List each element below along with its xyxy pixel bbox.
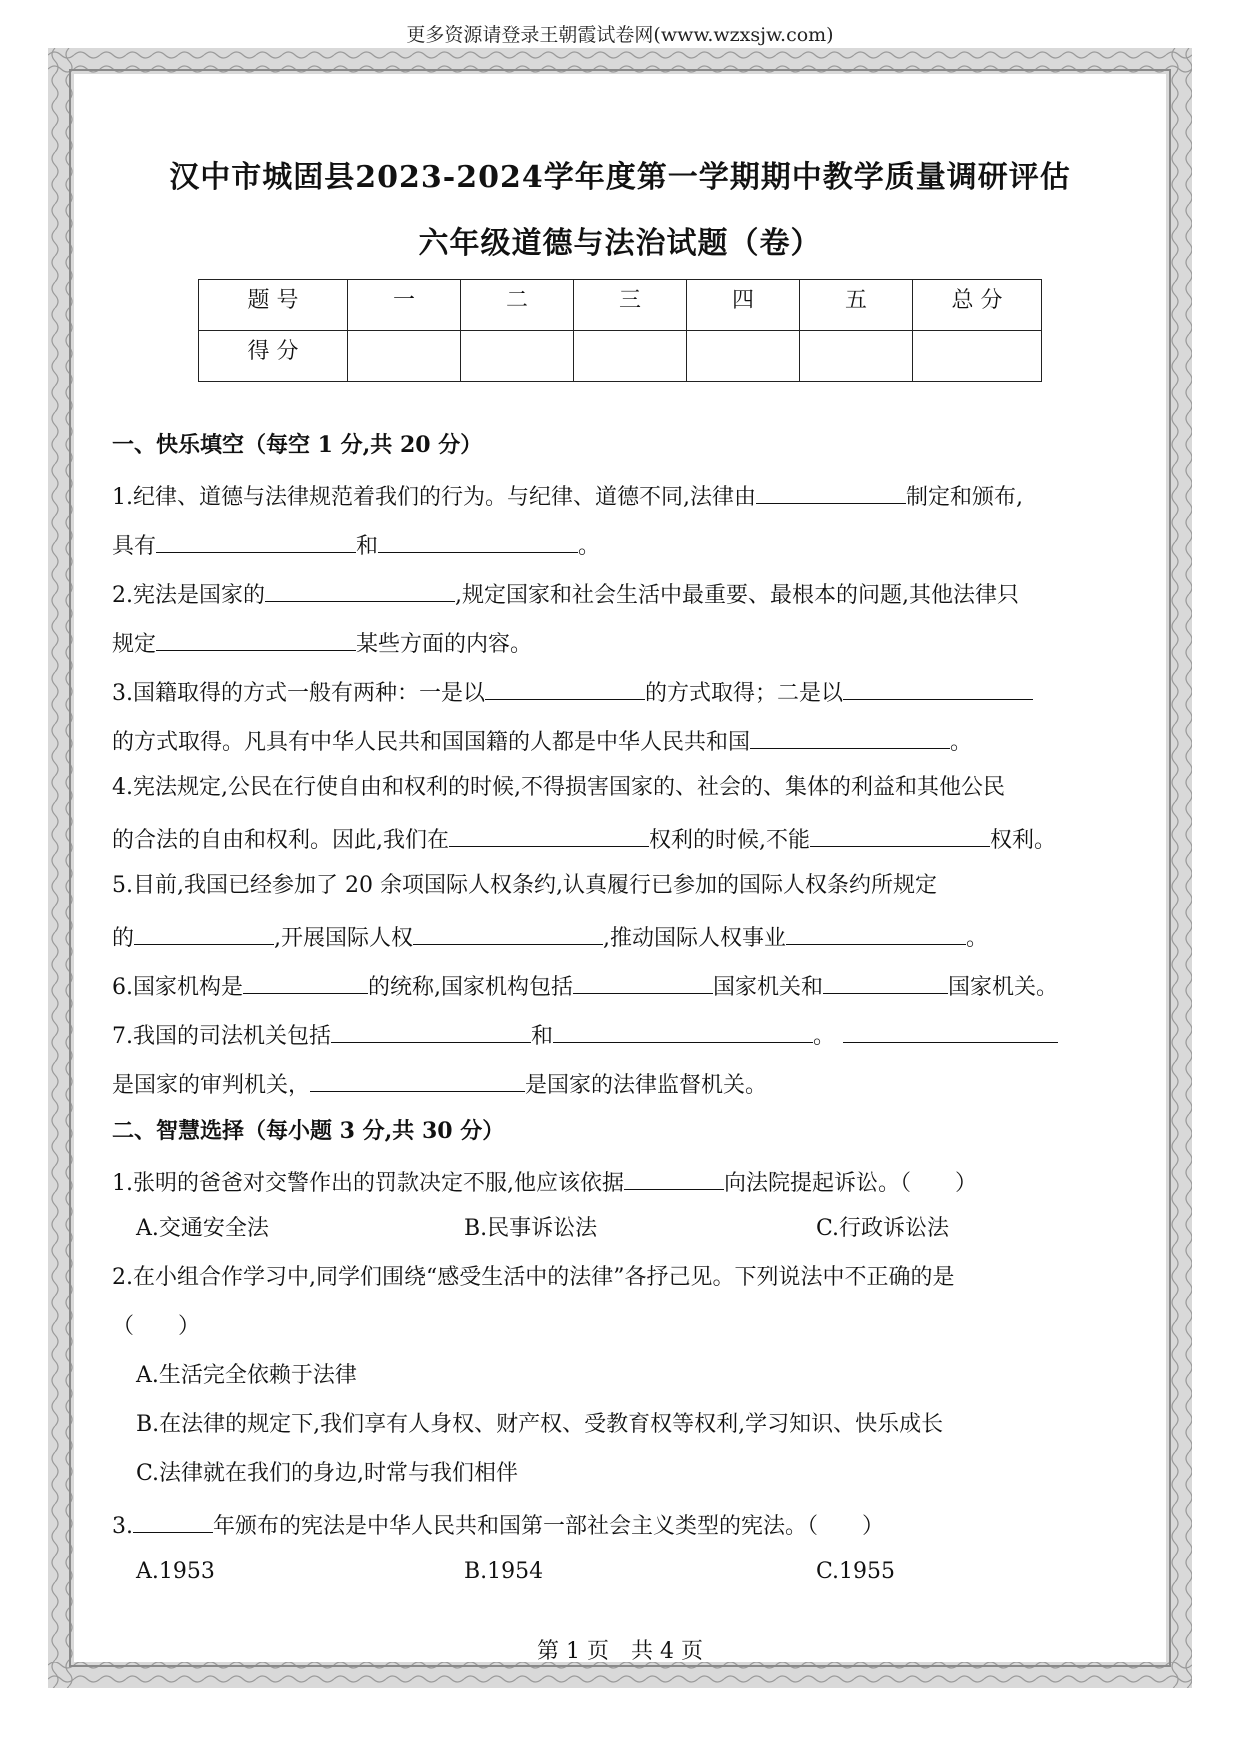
question-text: 6.国家机构是 (112, 975, 243, 1000)
question-text: 3. (112, 1514, 133, 1539)
question-text: 的合法的自由和权利。因此,我们在 (112, 828, 449, 853)
question-line (112, 820, 1132, 869)
answer-blank[interactable] (786, 918, 966, 945)
question-line (112, 526, 1132, 575)
question-text: 向法院提起诉讼。（ ） (724, 1171, 978, 1196)
question-text: 国家机关和 (713, 975, 824, 1000)
question-line (112, 771, 1132, 820)
exam-title: 汉中市城固县2023-2024学年度第一学期期中教学质量调研评估 (169, 160, 1071, 195)
answer-blank[interactable] (843, 1016, 1058, 1043)
question-line (112, 918, 1132, 967)
question-text: 权利。 (990, 828, 1057, 853)
section2-heading: 二、智慧选择（每小题 3 分,共 30 分） (112, 1118, 505, 1144)
answer-blank[interactable] (750, 722, 950, 749)
section1-heading: 一、快乐填空（每空 1 分,共 20 分） (112, 432, 483, 458)
answer-blank[interactable] (133, 1506, 213, 1533)
answer-blank[interactable] (413, 918, 603, 945)
option-line (112, 1555, 1132, 1604)
question-text: 具有 (112, 534, 157, 559)
answer-blank[interactable] (156, 624, 356, 651)
score-cell: 三 (574, 280, 687, 331)
score-table (198, 279, 1042, 382)
question-line (112, 1065, 1132, 1114)
question-text: 2.宪法是国家的 (112, 583, 265, 608)
question-line (112, 673, 1132, 722)
answer-blank[interactable] (843, 673, 1033, 700)
question-text: 5.目前,我国已经参加了 20 余项国际人权条约,认真履行已参加的国际人权条约所规定 (112, 873, 937, 898)
question-text: 制定和颁布, (906, 485, 1023, 510)
choice-option[interactable]: C.行政诉讼法 (816, 1216, 950, 1241)
source-website-line: 更多资源请登录王朝霞试卷网(www.wzxsjw.com) (406, 24, 834, 46)
answer-blank[interactable] (331, 1016, 531, 1043)
question-text: ,开展国际人权 (274, 926, 414, 951)
score-cell: 题 号 (199, 280, 348, 331)
question-text: 2.在小组合作学习中,同学们围绕“感受生活中的法律”各抒己见。下列说法中不正确的是 (112, 1265, 955, 1290)
question-text: 和 (531, 1024, 554, 1049)
score-cell: 五 (800, 280, 913, 331)
question-line (112, 477, 1132, 526)
question-line (112, 1016, 1132, 1065)
answer-blank[interactable] (156, 526, 356, 553)
option-line (112, 1212, 1132, 1261)
score-table-header-row (199, 280, 1042, 331)
choice-option[interactable]: C.法律就在我们的身边,时常与我们相伴 (136, 1461, 519, 1486)
question-line (112, 1310, 1132, 1359)
question-text: 的统称,国家机构包括 (368, 975, 573, 1000)
answer-blank[interactable] (265, 575, 455, 602)
exam-subtitle: 六年级道德与法治试题（卷） (418, 226, 822, 261)
choice-option[interactable]: A.交通安全法 (136, 1216, 269, 1241)
option-line (112, 1408, 1132, 1457)
question-text: 是国家的审判机关， (112, 1073, 311, 1098)
question-text: ,推动国际人权事业 (603, 926, 787, 951)
question-text: 。 (578, 534, 601, 559)
question-text: 。 (813, 1024, 836, 1049)
score-entry-cell[interactable] (687, 331, 800, 382)
question-text: 3.国籍取得的方式一般有两种：一是以 (112, 681, 485, 706)
answer-blank[interactable] (810, 820, 990, 847)
question-line (112, 624, 1132, 673)
answer-blank[interactable] (310, 1065, 525, 1092)
score-entry-cell[interactable] (461, 331, 574, 382)
question-text: 和 (356, 534, 379, 559)
choice-option[interactable]: A.生活完全依赖于法律 (136, 1363, 357, 1388)
question-line (112, 1163, 1132, 1212)
answer-blank[interactable] (573, 967, 713, 994)
answer-blank[interactable] (378, 526, 578, 553)
choice-option[interactable]: C.1955 (816, 1559, 896, 1584)
question-text: 4.宪法规定,公民在行使自由和权利的时候,不得损害国家的、社会的、集体的利益和其他公民 (112, 775, 1005, 800)
answer-blank[interactable] (134, 918, 274, 945)
answer-blank[interactable] (243, 967, 368, 994)
answer-blank[interactable] (756, 477, 906, 504)
question-text: 1.纪律、道德与法律规范着我们的行为。与纪律、道德不同,法律由 (112, 485, 756, 510)
question-text: 国家机关。 (948, 975, 1059, 1000)
question-text: 7.我国的司法机关包括 (112, 1024, 331, 1049)
question-text: 。 (966, 926, 989, 951)
question-text: 年颁布的宪法是中华人民共和国第一部社会主义类型的宪法。（ ） (213, 1514, 885, 1539)
score-cell: 一 (348, 280, 461, 331)
page-number: 第 1 页 共 4 页 (537, 1639, 703, 1664)
question-text: 权利的时候,不能 (649, 828, 810, 853)
question-text: 某些方面的内容。 (356, 632, 533, 657)
question-text: 。 (950, 730, 973, 755)
choice-option[interactable]: A.1953 (136, 1559, 215, 1584)
answer-paren[interactable]: （ ） (112, 1314, 201, 1339)
question-line (112, 722, 1132, 771)
question-line (112, 1261, 1132, 1310)
score-row-label: 得 分 (199, 331, 348, 382)
option-line (112, 1457, 1132, 1506)
answer-blank[interactable] (485, 673, 645, 700)
question-text: ,规定国家和社会生活中最重要、最根本的问题,其他法律只 (455, 583, 1019, 608)
choice-option[interactable]: B.在法律的规定下,我们享有人身权、财产权、受教育权等权利,学习知识、快乐成长 (136, 1412, 944, 1437)
question-text: 的 (112, 926, 135, 951)
question-text: 是国家的法律监督机关。 (525, 1073, 768, 1098)
choice-option[interactable]: B.1954 (464, 1559, 544, 1584)
answer-blank[interactable] (553, 1016, 813, 1043)
question-line (112, 1506, 1132, 1555)
question-body (112, 428, 1132, 1604)
choice-option[interactable]: B.民事诉讼法 (464, 1216, 598, 1241)
question-line (112, 575, 1132, 624)
answer-blank[interactable] (449, 820, 649, 847)
score-table-score-row (199, 331, 1042, 382)
score-entry-cell[interactable] (913, 331, 1042, 382)
score-cell: 总 分 (913, 280, 1042, 331)
score-entry-cell[interactable] (800, 331, 913, 382)
answer-blank[interactable] (823, 967, 948, 994)
score-cell: 四 (687, 280, 800, 331)
score-entry-cell[interactable] (348, 331, 461, 382)
question-text: 1.张明的爸爸对交警作出的罚款决定不服,他应该依据 (112, 1171, 624, 1196)
score-cell: 二 (461, 280, 574, 331)
question-text: 的方式取得。凡具有中华人民共和国国籍的人都是中华人民共和国 (112, 730, 751, 755)
question-line (112, 869, 1132, 918)
question-line (112, 967, 1132, 1016)
question-text: 规定 (112, 632, 157, 657)
option-line (112, 1359, 1132, 1408)
question-text: 的方式取得；二是以 (645, 681, 844, 706)
answer-blank[interactable] (624, 1163, 724, 1190)
score-entry-cell[interactable] (574, 331, 687, 382)
